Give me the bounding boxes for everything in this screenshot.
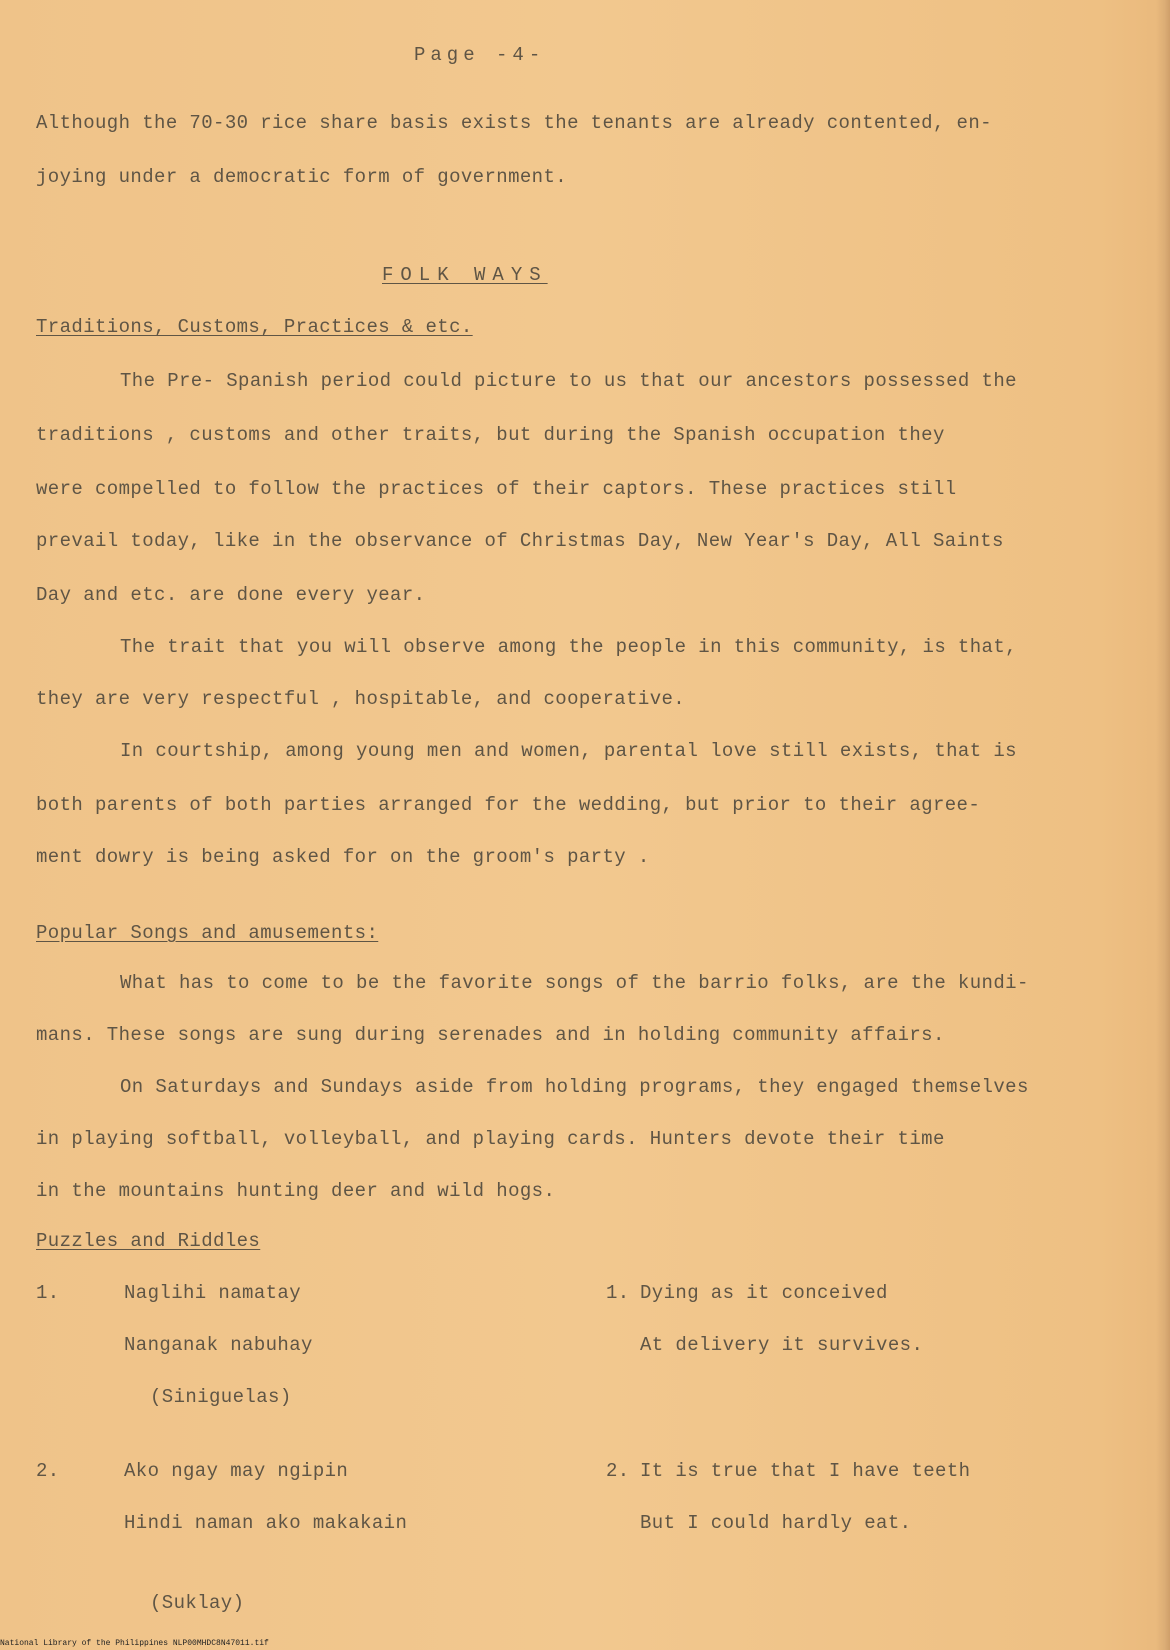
paragraph-line: What has to come to be the favorite songs of the barrio folks, are the kundi-: [120, 972, 1029, 994]
riddle-tagalog-line: Ako ngay may ngipin: [124, 1460, 349, 1482]
section-title: FOLK WAYS: [382, 264, 548, 286]
paragraph-line: The Pre- Spanish period could picture to us that our ancestors possessed the: [120, 370, 1017, 392]
paragraph-line: they are very respectful , hospitable, and cooperative.: [36, 688, 686, 710]
paragraph-line: ment dowry is being asked for on the groom's party .: [36, 846, 650, 868]
paragraph-line: in playing softball, volleyball, and playing cards. Hunters devote their time: [36, 1128, 945, 1150]
paragraph-line: On Saturdays and Sundays aside from holding programs, they engaged themselves: [120, 1076, 1029, 1098]
paragraph-line: The trait that you will observe among the people in this community, is that,: [120, 636, 1017, 658]
riddle-english-line: At delivery it survives.: [640, 1334, 924, 1356]
paragraph-line: Day and etc. are done every year.: [36, 584, 426, 606]
riddle-tagalog-line: Hindi naman ako makakain: [124, 1512, 408, 1534]
paragraph-line: traditions , customs and other traits, but during the Spanish occupation they: [36, 424, 945, 446]
songs-heading: Popular Songs and amusements:: [36, 922, 379, 944]
intro-line: joying under a democratic form of government.: [36, 166, 568, 188]
riddle-english-line: But I could hardly eat.: [640, 1512, 912, 1534]
intro-line: Although the 70-30 rice share basis exists the tenants are already contented, en-: [36, 112, 992, 134]
paragraph-line: in the mountains hunting deer and wild hogs.: [36, 1180, 556, 1202]
paragraph-line: In courtship, among young men and women, parental love still exists, that is: [120, 740, 1017, 762]
riddle-tagalog-line: Nanganak nabuhay: [124, 1334, 313, 1356]
riddle-english-number: 1.: [606, 1282, 630, 1304]
paragraph-line: mans. These songs are sung during serenades and in holding community affairs.: [36, 1024, 945, 1046]
paragraph-line: prevail today, like in the observance of Christmas Day, New Year's Day, All Saints: [36, 530, 1004, 552]
riddle-answer: (Suklay): [150, 1592, 245, 1614]
riddle-english-number: 2.: [606, 1460, 630, 1482]
riddle-english-line: It is true that I have teeth: [640, 1460, 971, 1482]
riddle-english-line: Dying as it conceived: [640, 1282, 888, 1304]
page-number: Page -4-: [414, 44, 546, 66]
riddle-number: 2.: [36, 1460, 60, 1482]
riddles-heading: Puzzles and Riddles: [36, 1230, 261, 1252]
paragraph-line: both parents of both parties arranged for the wedding, but prior to their agree-: [36, 794, 981, 816]
archive-footer: National Library of the Philippines NLP00MHDC8N47011.tif: [0, 1639, 269, 1648]
traditions-heading: Traditions, Customs, Practices & etc.: [36, 316, 473, 338]
riddle-number: 1.: [36, 1282, 60, 1304]
paper-edge: [1156, 0, 1170, 1650]
riddle-tagalog-line: Naglihi namatay: [124, 1282, 302, 1304]
riddle-answer: (Siniguelas): [150, 1386, 292, 1408]
paragraph-line: were compelled to follow the practices of their captors. These practices still: [36, 478, 957, 500]
